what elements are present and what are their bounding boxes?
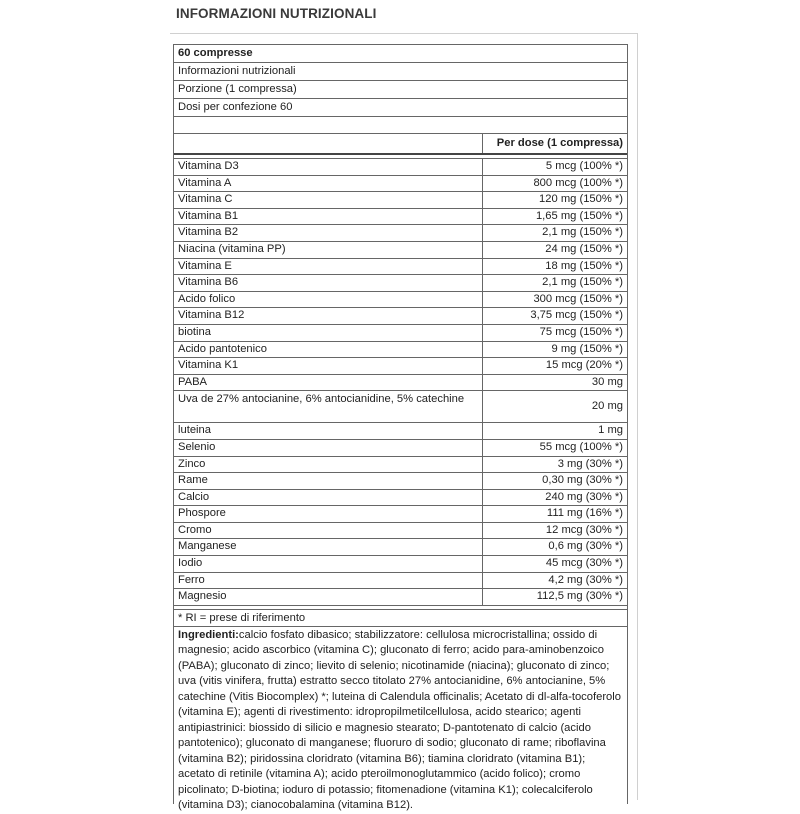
nutrient-value: 0,30 mg (30% *) [542,474,623,487]
nutrient-value: 2,1 mg (150% *) [542,226,623,239]
nutrient-name: Iodio [174,556,483,572]
info-label: Informazioni nutrizionali [174,63,627,81]
nutrient-value: 55 mcg (100% *) [539,440,623,453]
nutrient-value: 300 mcg (150% *) [533,292,623,305]
table-row [174,192,627,209]
table-row [174,391,627,423]
nutrition-table [173,44,628,812]
nutrient-value: 2,1 mg (150% *) [542,276,623,289]
nutrient-value: 1,65 mg (150% *) [535,209,623,222]
table-row [174,423,627,440]
nutrient-name: Cromo [174,523,483,539]
nutrient-value: 120 mg (150% *) [539,193,623,206]
nutrient-name: Vitamina B6 [174,275,483,291]
nutrient-name: luteina [174,423,483,439]
table-row [174,242,627,259]
page-title: INFORMAZIONI NUTRIZIONALI [176,6,377,21]
nutrient-name: Manganese [174,539,483,555]
nutrient-value: 3,75 mcg (150% *) [530,309,623,322]
table-row [174,259,627,276]
nutrient-value: 3 mg (30% *) [557,457,623,470]
table-row [174,490,627,507]
table-row [174,209,627,226]
table-row [174,506,627,523]
nutrient-value: 112,5 mg (30% *) [536,590,623,603]
nutrient-value: 75 mcg (150% *) [539,325,623,338]
nutrient-name: Rame [174,473,483,489]
table-row [174,457,627,474]
right-divider [637,33,638,800]
nutrient-name: biotina [174,325,483,341]
nutrient-name: Vitamina D3 [174,159,483,175]
nutrient-name: Uva de 27% antocianine, 6% antocianidine, 5% catechine [174,391,483,422]
doses-label: Dosi per confezione 60 [174,99,627,117]
nutrient-value: 1 mg [598,424,623,437]
nutrient-name: Vitamina B2 [174,225,483,241]
column-header [174,134,627,155]
table-row [174,358,627,375]
nutrient-rows [174,159,627,606]
table-row [174,473,627,490]
table-row [174,556,627,573]
nutrient-name: Vitamina B1 [174,209,483,225]
nutrient-value: 5 mcg (100% *) [545,160,623,172]
ingredients-label: Ingredienti: [178,628,239,641]
table-row [174,523,627,540]
nutrient-value: 4,2 mg (30% *) [548,573,623,586]
nutrient-value: 111 mg (16% *) [546,507,623,520]
table-row [174,159,627,176]
spacer-row [174,117,627,134]
nutrient-name: PABA [174,375,483,391]
table-row [174,589,627,606]
column-header-dose: Per dose (1 compressa) [496,137,623,149]
nutrient-name: Phospore [174,506,483,522]
nutrient-value: 0,6 mg (30% *) [548,540,623,553]
table-row [174,325,627,342]
table-row [174,539,627,556]
nutrient-name: Selenio [174,440,483,456]
nutrient-name: Acido pantotenico [174,342,483,358]
pack-size: 60 compresse [174,45,627,63]
column-header-left [174,134,483,153]
nutrient-value: 30 mg [591,375,623,388]
nutrient-name: Ferro [174,573,483,589]
reference-note: * RI = prese di riferimento [174,610,627,627]
nutrient-value: 18 mg (150% *) [545,259,623,272]
ingredients-block [174,627,627,814]
ingredients-text: calcio fosfato dibasico; stabilizzatore: cellulosa microcristallina; ossido di magnesio; acido ascorbico (vitamina C); gluconato di ferro; acido para-aminobenzoico (PABA); gluconato di zinco; lievito di selenio; nicotinamide (niacina); gluconato di zinco; uva (vitis vinifera, frutta) estratto secco titolato 27% antocianidine, 6% antocianine, 5% catechine (Vitis Biocomplex) *; luteina di Calendula officinalis; Acetato di dl-alfa-tocoferolo (vitamina E); agenti di rivestimento: idropropilmetilcellulosa, acido stearico; agenti antipiastrinici: biossido di silicio e magnesio stearato; D-pantotenato di calcio (acido pantotenico); gluconato di manganese; fluoruro di sodio; gluconato di rame; riboflavina (vitamina B2); piridossina cloridrato (vitamina B6); tiamina cloridrato (vitamina B1); acetato di retinile (vitamina A); acido pteroilmonoglutammico (acido folico); cromo picolinato; D-biotina; ioduro di potassio; fitomenadione (vitamina K1); colecalciferolo (vitamina D3); cianocobalamina (vitamina B12). [178,628,621,812]
portion-label: Porzione (1 compressa) [174,81,627,99]
nutrient-name: Vitamina A [174,176,483,192]
nutrient-name: Calcio [174,490,483,506]
nutrient-value: 800 mcg (100% *) [533,176,623,189]
nutrient-name: Vitamina K1 [174,358,483,374]
nutrient-name: Zinco [174,457,483,473]
table-row [174,225,627,242]
nutrient-value: 9 mg (150% *) [551,342,623,355]
table-row [174,440,627,457]
table-row [174,308,627,325]
nutrient-value: 20 mg [591,400,623,413]
nutrient-value: 45 mcg (30% *) [545,557,623,570]
nutrient-name: Niacina (vitamina PP) [174,242,483,258]
table-row [174,342,627,359]
nutrient-name: Vitamina B12 [174,308,483,324]
table-row [174,573,627,590]
nutrient-name: Acido folico [174,292,483,308]
table-row [174,292,627,309]
nutrient-name: Vitamina C [174,192,483,208]
nutrient-value: 240 mg (30% *) [545,490,623,503]
table-row [174,176,627,193]
table-row [174,375,627,392]
nutrient-value: 15 mcg (20% *) [545,359,623,372]
table-row [174,275,627,292]
nutrient-name: Vitamina E [174,259,483,275]
top-divider [170,33,638,34]
nutrient-value: 24 mg (150% *) [545,242,623,255]
nutrient-name: Magnesio [174,589,483,605]
nutrient-value: 12 mcg (30% *) [545,523,623,536]
